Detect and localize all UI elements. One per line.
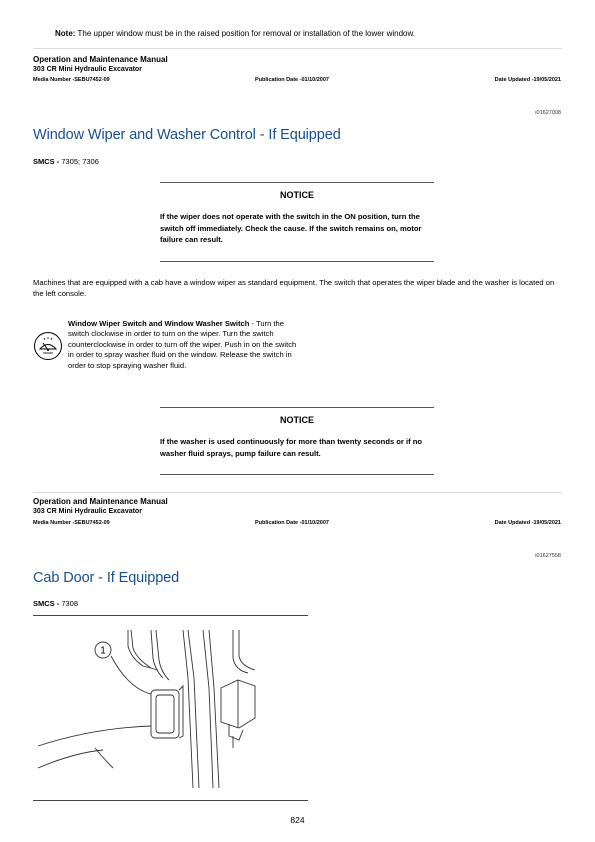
switch-label: Window Wiper Switch and Window Washer Switch [68, 319, 250, 328]
publication-date: Publication Date -01/10/2007 [255, 520, 329, 526]
notice-rule [160, 182, 434, 183]
date-updated: Date Updated -19/05/2021 [494, 520, 561, 526]
top-note [55, 29, 415, 38]
switch-text: - Turn the switch clockwise in order to turn on the wiper. Turn the switch counterclockwise in order to turn off the wiper. Push in on the switch in order to spray washer fluid on the window. Release the switch in order to stop spraying washer fluid. [68, 319, 297, 370]
reference-id: i01627008 [535, 110, 561, 116]
page-number: 824 [290, 815, 305, 825]
notice-title: NOTICE [279, 415, 314, 425]
manual-title: Operation and Maintenance Manual [33, 497, 168, 506]
notice-text: If the wiper does not operate with the switch in the ON position, turn the switch off immediately. Check the cause. If the switch remains on, motor failure can result. [160, 212, 422, 244]
smcs-value: 7305; 7306 [61, 157, 99, 166]
publication-date: Publication Date -01/10/2007 [255, 77, 329, 83]
top-note-label: Note: [55, 29, 76, 38]
top-note-text: The upper window must be in the raised position for removal or installation of the lower window. [75, 29, 416, 38]
reference-id: i01627558 [535, 553, 561, 559]
date-updated: Date Updated -19/05/2021 [494, 77, 561, 83]
smcs-label: SMCS - [33, 599, 62, 608]
manual-subtitle: 303 CR Mini Hydraulic Excavator [33, 66, 142, 73]
smcs-label: SMCS - [33, 157, 62, 166]
body-paragraph: Machines that are equipped with a cab have a window wiper as standard equipment. The switch that operates the wiper blade and the washer is located on the left console. [33, 278, 555, 298]
wiper-washer-icon [33, 331, 63, 361]
divider [33, 48, 562, 49]
notice-rule [160, 407, 434, 408]
smcs-value: 7308 [61, 599, 79, 608]
figure-rule [33, 800, 308, 801]
notice-rule [160, 261, 434, 262]
section-heading: Cab Door - If Equipped [33, 570, 180, 586]
switch-description [68, 319, 298, 371]
divider [33, 492, 562, 493]
cab-door-illustration [33, 618, 308, 798]
media-number: Media Number -SEBU7452-09 [33, 77, 110, 83]
media-number: Media Number -SEBU7452-09 [33, 520, 110, 526]
notice-text: If the washer is used continuously for more than twenty seconds or if no washer fluid sprays, pump failure can result. [160, 437, 423, 458]
notice-title: NOTICE [279, 190, 314, 200]
figure-rule [33, 615, 308, 616]
smcs-code [33, 599, 78, 608]
smcs-code [33, 157, 99, 166]
notice-rule [160, 474, 434, 475]
manual-subtitle: 303 CR Mini Hydraulic Excavator [33, 508, 142, 515]
callout-number: 1 [100, 645, 106, 657]
manual-title: Operation and Maintenance Manual [33, 55, 168, 64]
section-heading: Window Wiper and Washer Control - If Equipped [33, 127, 341, 143]
